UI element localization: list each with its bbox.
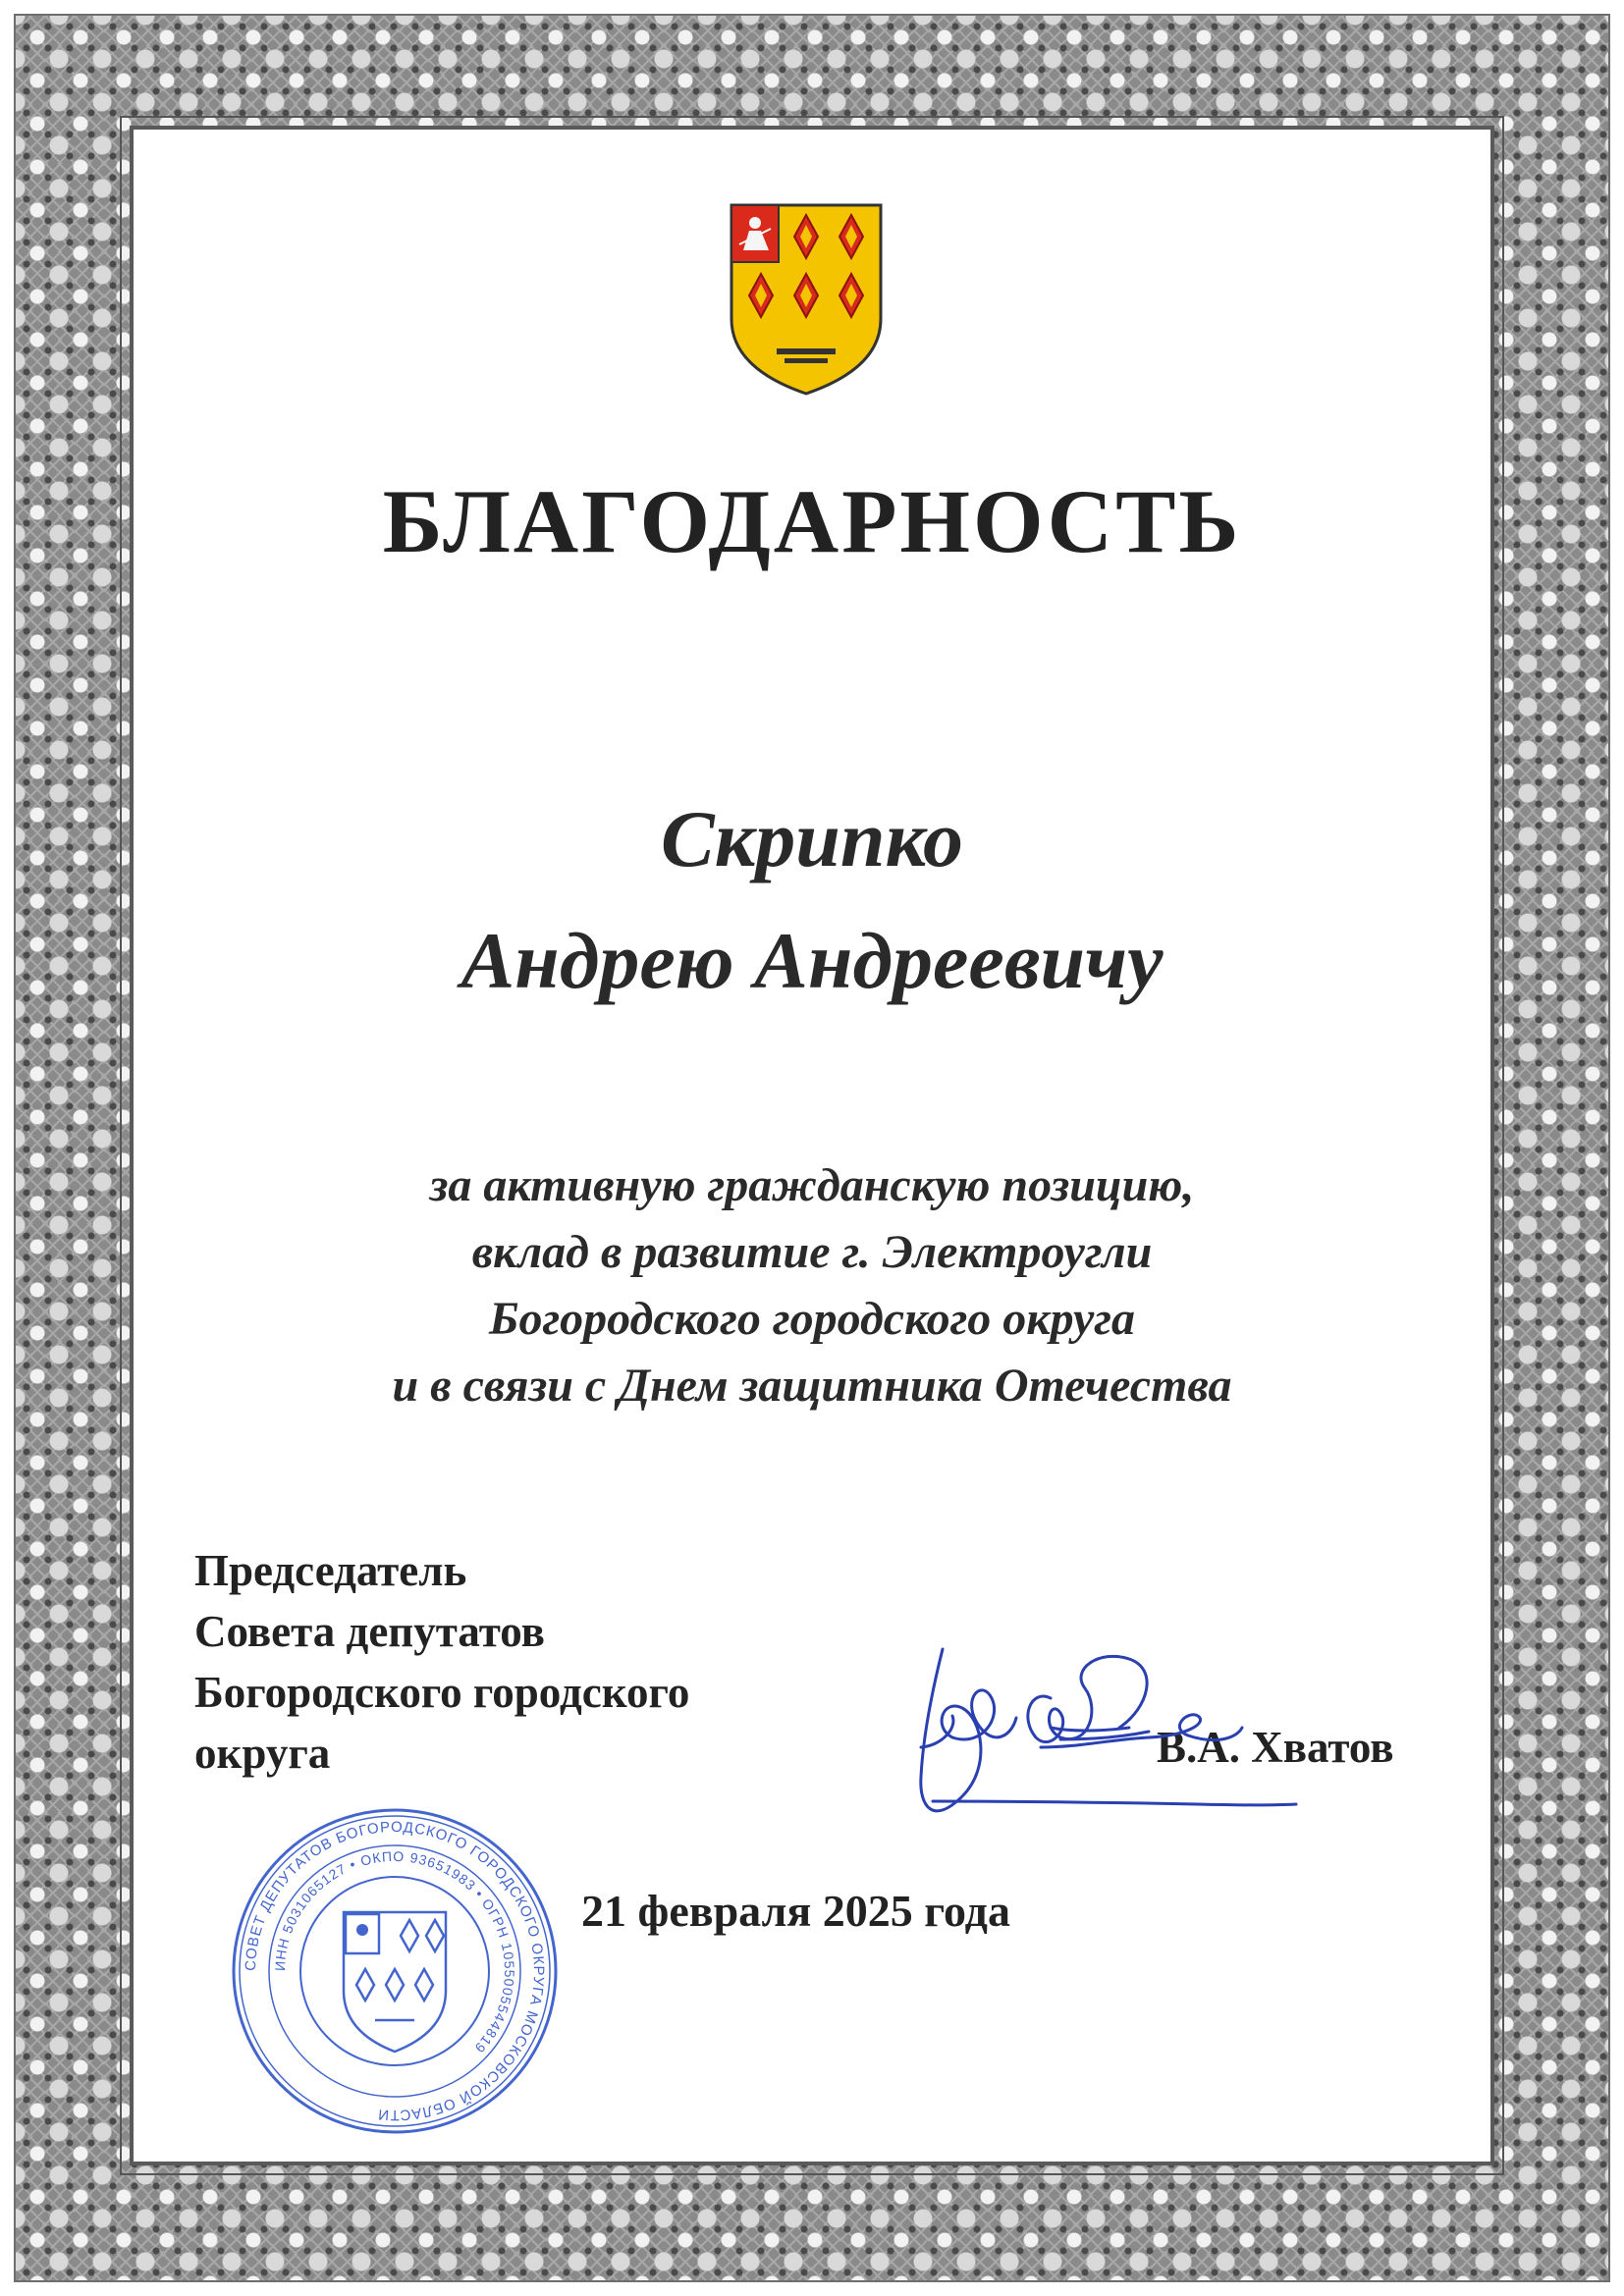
stamp-outer-text: СОВЕТ ДЕПУТАТОВ БОГОРОДСКОГО ГОРОДСКОГО ОКРУГА МОСКОВСКОЙ ОБЛАСТИ: [242, 1818, 548, 2124]
recipient-surname: Скрипко: [661, 794, 963, 883]
signatory-title-line-4: округа: [194, 1729, 331, 1778]
signatory-title-line-3: Богородского городского: [194, 1668, 690, 1717]
reason-line-4: и в связи с Днем защитника Отечества: [392, 1360, 1232, 1412]
stamp-inner-text: ИНН 5031065127 • ОКПО 93651983 • ОГРН 1055005544819: [271, 1847, 518, 2056]
document-title: БЛАГОДАРНОСТЬ: [382, 471, 1242, 571]
signatory-name: В.А. Хватов: [1157, 1723, 1394, 1772]
issue-date: 21 февраля 2025 года: [581, 1886, 1010, 1936]
official-seal-stamp-icon: [228, 1804, 562, 2138]
handwritten-signature-icon: [903, 1629, 1316, 1836]
reason-line-1: за активную гражданскую позицию,: [429, 1159, 1195, 1211]
signatory-title-line-2: Совета депутатов: [194, 1607, 545, 1656]
signatory-title-line-1: Председатель: [194, 1546, 467, 1595]
reason-line-2: вклад в развитие г. Электроугли: [471, 1226, 1153, 1278]
recipient-given-names: Андрею Андреевичу: [460, 916, 1164, 1005]
reason-line-3: Богородского городского округа: [488, 1293, 1136, 1345]
coat-of-arms-icon: [728, 201, 885, 398]
